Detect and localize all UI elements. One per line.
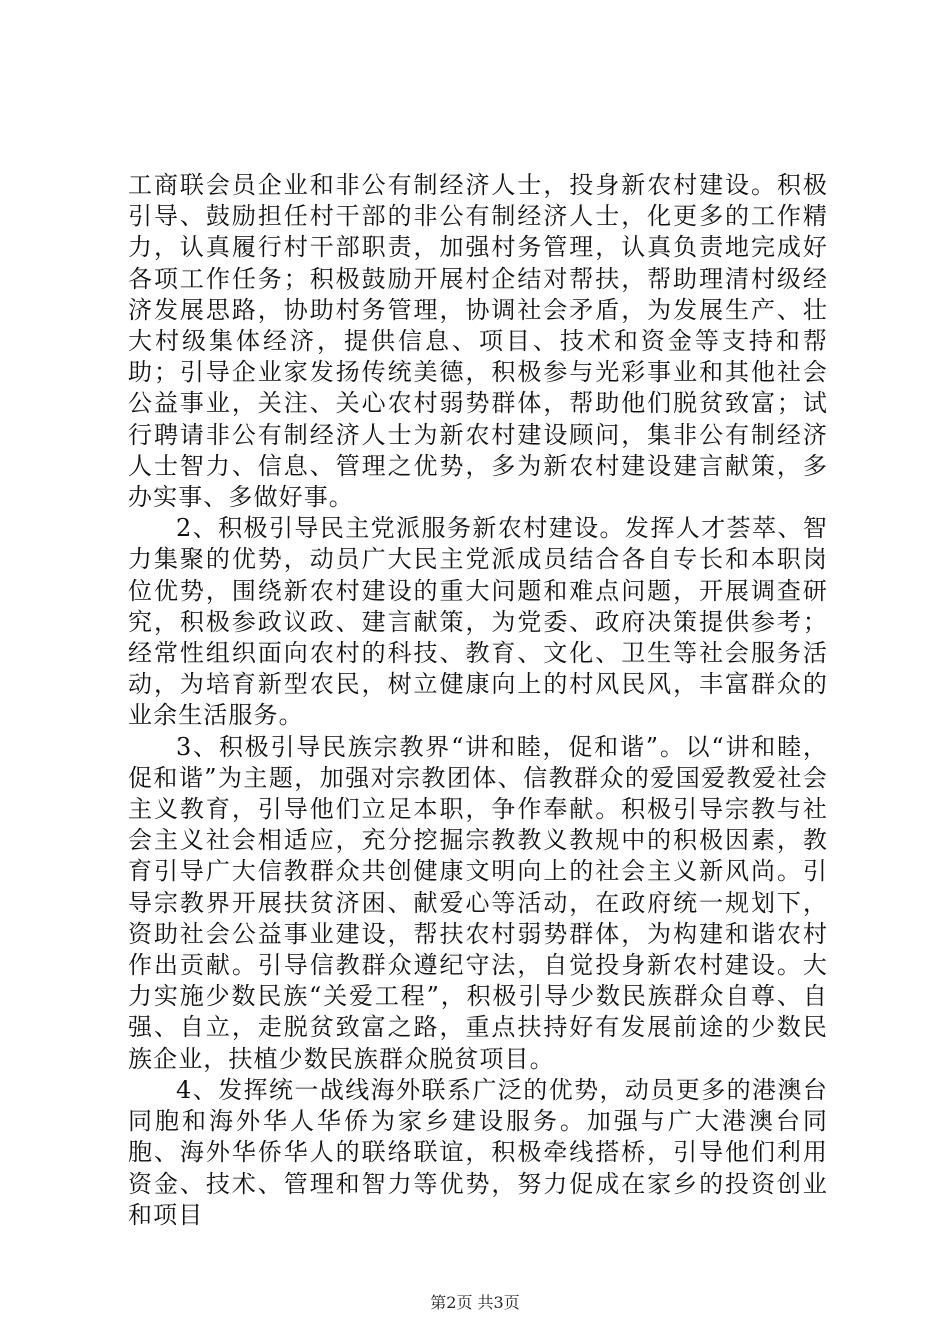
paragraph-3: 3、积极引导民族宗教界“讲和睦，促和谐”。以“讲和睦，促和谐”为主题，加强对宗教团体、信教群众的爱国爱教爱社会主义教育，引导他们立足本职，争作奉献。积极引导宗教与社会主义社会相适应，充分挖掘宗教教义教规中的积极因素，教育引导广大信教群众共创健康文明向上的社会主义新风尚。引导宗教界开展扶贫济困、献爱心等活动，在政府统一规划下，资助社会公益事业建设，帮扶农村弱势群体，为构建和谐农村作出贡献。引导信教群众遵纪守法，自觉投身新农村建设。大力实施少数民族“关爱工程”，积极引导少数民族群众自尊、自强、自立，走脱贫致富之路，重点扶持好有发展前途的少数民族企业，扶植少数民族群众脱贫项目。 (128, 732, 828, 1073)
paragraph-1: 工商联会员企业和非公有制经济人士，投身新农村建设。积极引导、鼓励担任村干部的非公有制经济人士，化更多的工作精力，认真履行村干部职责，加强村务管理，认真负责地完成好各项工作任务；积极鼓励开展村企结对帮扶，帮助理清村级经济发展思路，协助村务管理，协调社会矛盾，为发展生产、壮大村级集体经济，提供信息、项目、技术和资金等支持和帮助；引导企业家发扬传统美德，积极参与光彩事业和其他社会公益事业，关注、关心农村弱势群体，帮助他们脱贫致富；试行聘请非公有制经济人士为新农村建设顾问，集非公有制经济人士智力、信息、管理之优势，多为新农村建设建言献策，多办实事、多做好事。 (128, 171, 828, 512)
paragraph-4: 4、发挥统一战线海外联系广泛的优势，动员更多的港澳台同胞和海外华人华侨为家乡建设服务。加强与广大港澳台同胞、海外华侨华人的联络联谊，积极牵线搭桥，引导他们利用资金、技术、管理和智力等优势，努力促成在家乡的投资创业和项目 (128, 1075, 828, 1229)
paragraph-2: 2、积极引导民主党派服务新农村建设。发挥人才荟萃、智力集聚的优势，动员广大民主党派成员结合各自专长和本职岗位优势，围绕新农村建设的重大问题和难点问题，开展调查研究，积极参政议政、建言献策，为党委、政府决策提供参考；经常性组织面向农村的科技、教育、文化、卫生等社会服务活动，为培育新型农民，树立健康向上的村风民风，丰富群众的业余生活服务。 (128, 514, 828, 730)
document-body (128, 170, 828, 1231)
page-number-footer: 第2页 共3页 (430, 1293, 520, 1312)
